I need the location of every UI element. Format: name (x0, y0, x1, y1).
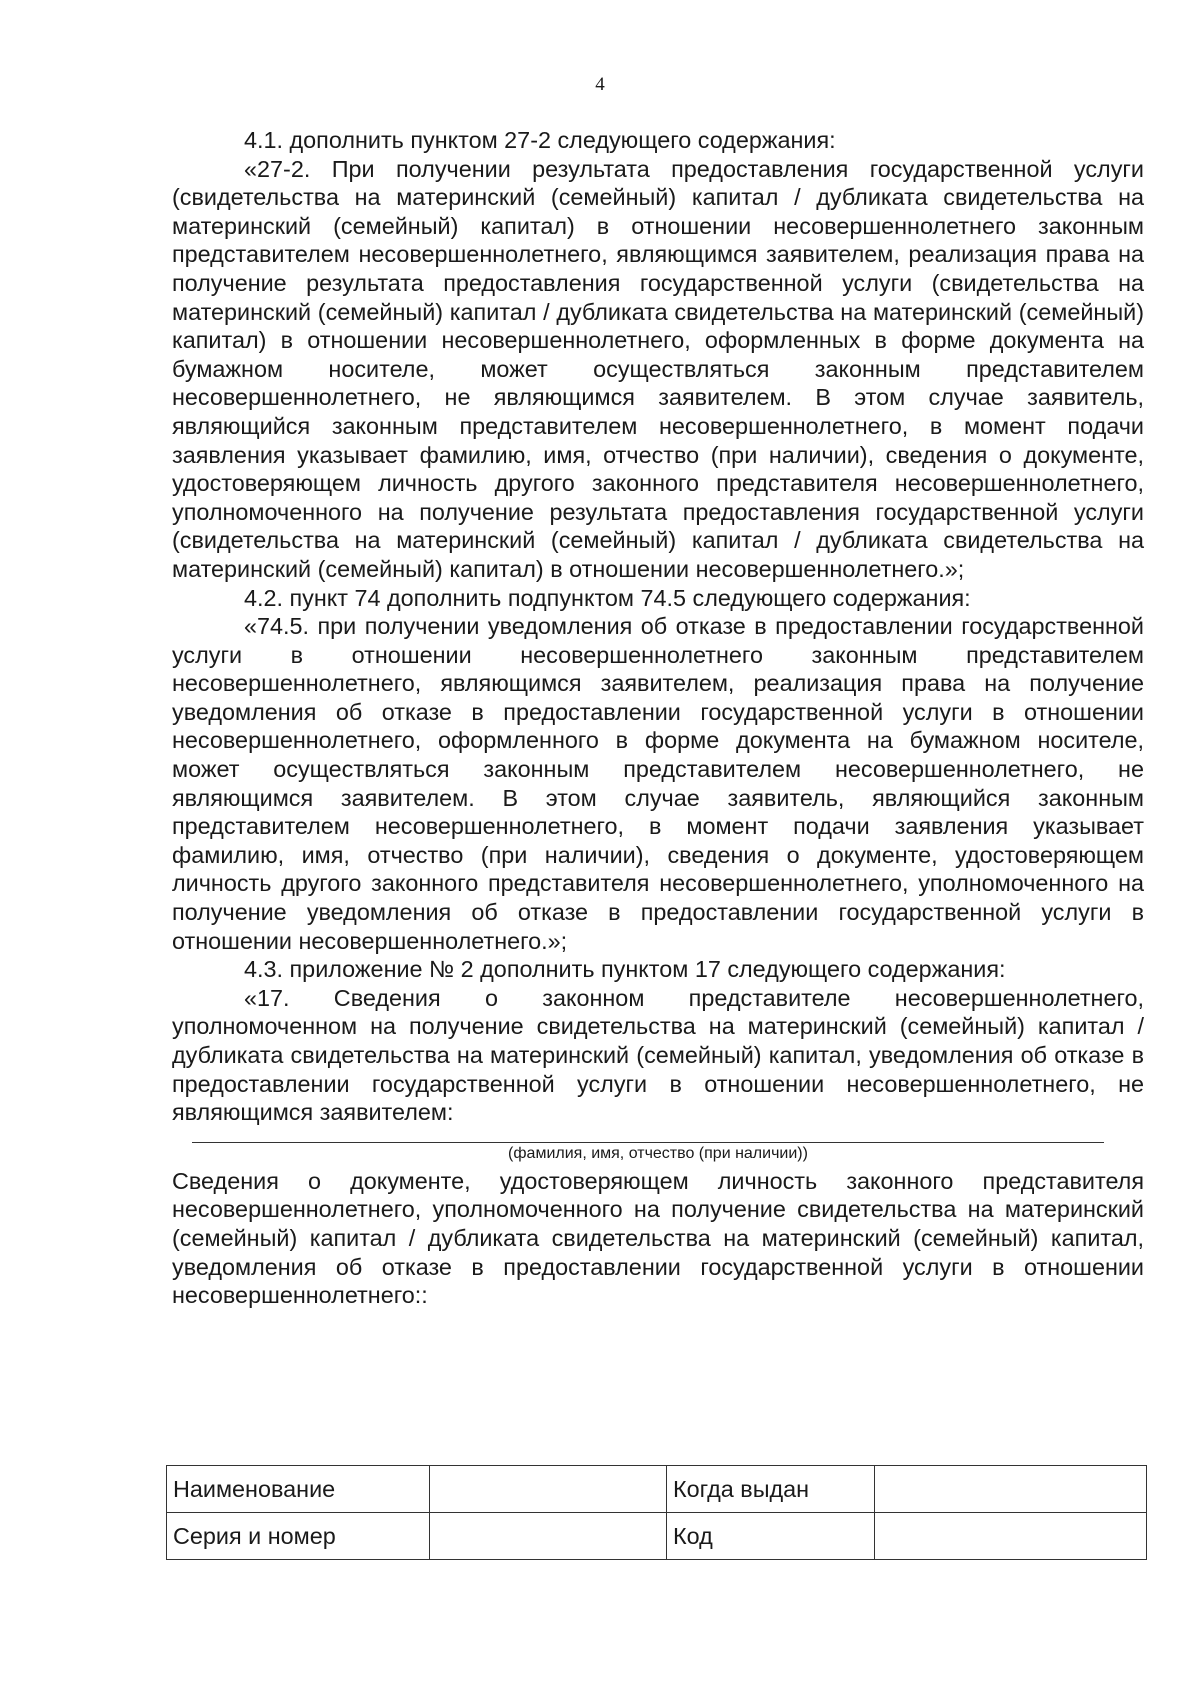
table-cell-label: Код (667, 1513, 875, 1560)
paragraph-27-2: «27-2. При получении результата предоставления государственной услуги (свидетельства на материнский (семейный) капитал / дубликата свидетельства на материнский (семейный) капитал) в отношении несовершеннолетнего законным представителем несовершеннолетнего, являющимся заявителем, реализация права на получение результата предоставления государственной услуги (свидетельства на материнский (семейный) капитал / дубликата свидетельства на материнский (семейный) капитал) в отношении несовершеннолетнего, оформленных в форме документа на бумажном носителе, может осуществляться законным представителем несовершеннолетнего, не являющимся заявителем. В этом случае заявитель, являющийся законным представителем несовершеннолетнего, в момент подачи заявления указывает фамилию, имя, отчество (при наличии), сведения о документе, удостоверяющем личность другого законного представителя несовершеннолетнего, уполномоченного на получение результата предоставления государственной услуги (свидетельства на материнский (семейный) капитал / дубликата свидетельства на материнский (семейный) капитал) в отношении несовершеннолетнего.»; (172, 155, 1144, 582)
paragraph-17: «17. Сведения о законном представителе несовершеннолетнего, уполномоченном на получение свидетельства на материнский (семейный) капитал / дубликата свидетельства на материнский (семейный) капитал, уведомления об отказе в предоставлении государственной услуги в отношении несовершеннолетнего, не являющимся заявителем: (172, 984, 1144, 1126)
paragraph-4-1: 4.1. дополнить пунктом 27-2 следующего содержания: (244, 127, 836, 153)
table-cell-label: Когда выдан (667, 1466, 875, 1513)
document-body (172, 126, 1144, 1310)
document-details-table (166, 1465, 1147, 1560)
table-row (167, 1513, 1147, 1560)
table-cell-value[interactable] (875, 1513, 1147, 1560)
paragraph-74-5: «74.5. при получении уведомления об отказе в предоставлении государственной услуги в отношении несовершеннолетнего законным представителем несовершеннолетнего, являющимся заявителем, реализация права на получение уведомления об отказе в предоставлении государственной услуги в отношении несовершеннолетнего, оформленного в форме документа на бумажном носителе, может осуществляться законным представителем несовершеннолетнего, не являющимся заявителем. В этом случае заявитель, являющийся законным представителем несовершеннолетнего, в момент подачи заявления указывает фамилию, имя, отчество (при наличии), сведения о документе, удостоверяющем личность другого законного представителя несовершеннолетнего, уполномоченного на получение уведомления об отказе в предоставлении государственной услуги в отношении несовершеннолетнего.»; (172, 613, 1144, 954)
document-info-paragraph: Сведения о документе, удостоверяющем личность законного представителя несовершеннолетнего, уполномоченного на получение свидетельства на материнский (семейный) капитал / дубликата свидетельства на материнский (семейный) капитал, уведомления об отказе в предоставлении государственной услуги в отношении несовершеннолетнего:: (172, 1167, 1144, 1309)
table-cell-value[interactable] (430, 1466, 667, 1513)
table-cell-label: Серия и номер (167, 1513, 430, 1560)
signature-block (172, 1141, 1144, 1165)
paragraph-4-2: 4.2. пункт 74 дополнить подпунктом 74.5 следующего содержания: (244, 584, 971, 611)
table-row (167, 1466, 1147, 1513)
table-cell-label: Наименование (167, 1466, 430, 1513)
table-cell-value[interactable] (430, 1513, 667, 1560)
page-number: 4 (595, 74, 605, 95)
paragraph-4-3: 4.3. приложение № 2 дополнить пунктом 17 следующего содержания: (244, 956, 1006, 983)
table-cell-value[interactable] (875, 1466, 1147, 1513)
name-fill-caption: (фамилия, имя, отчество (при наличии)) (508, 1144, 808, 1162)
